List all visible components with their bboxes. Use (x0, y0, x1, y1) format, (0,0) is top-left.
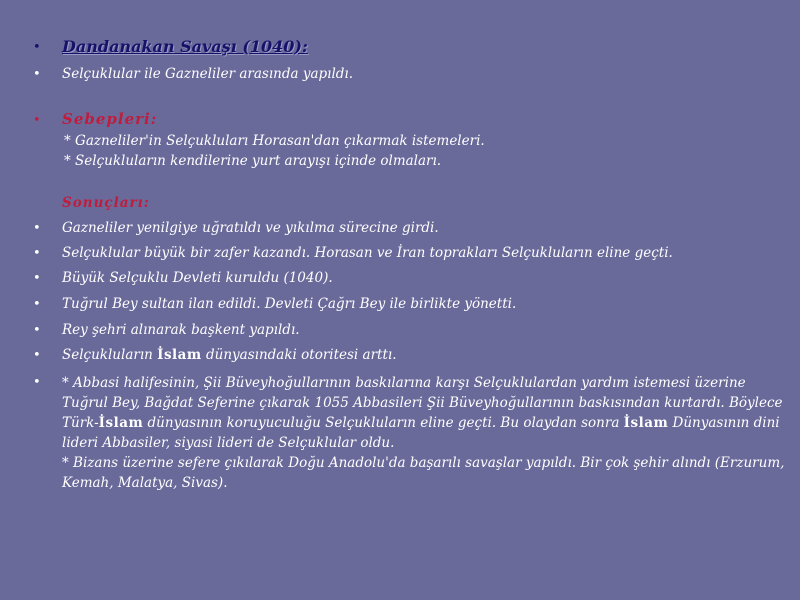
text-segment: dünyasının koruyuculuğu Selçukluların eline geçti. Bu olaydan sonra (143, 415, 624, 431)
bullet-icon: • (33, 323, 41, 338)
results-heading: Sonuçları: (62, 195, 150, 211)
islam-word: İslam (98, 415, 144, 431)
text-segment: Selçukluların (62, 347, 158, 363)
bullet-icon: • (33, 40, 41, 55)
bullet-icon: • (33, 375, 41, 390)
text-segment: Dünyasının dini lideri Abbasiler, siyasi lideri de Selçuklular oldu. (62, 415, 780, 451)
result-paragraph (62, 373, 787, 493)
bullet-icon: • (33, 113, 41, 128)
bullet-icon: • (33, 348, 41, 363)
bullet-icon: • (33, 67, 41, 82)
result-item: Gazneliler yenilgiye uğratıldı ve yıkılma sürecine girdi. (62, 220, 439, 236)
cause-item: * Gazneliler'in Selçukluları Horasan'dan çıkarmak istemeleri. (64, 133, 485, 149)
intro-text: Selçuklular ile Gazneliler arasında yapıldı. (62, 66, 354, 82)
result-item: Büyük Selçuklu Devleti kuruldu (1040). (62, 270, 333, 286)
text-segment: * Bizans üzerine sefere çıkılarak Doğu Anadolu'da başarılı savaşlar yapıldı. Bir çok şehir alındı (Erzurum, Kemah, Malatya, Sivas). (62, 455, 785, 491)
result-item-islam (62, 347, 782, 364)
bullet-icon: • (33, 297, 41, 312)
causes-heading: Sebepleri: (62, 110, 158, 128)
result-item: Tuğrul Bey sultan ilan edildi. Devleti Çağrı Bey ile birlikte yönetti. (62, 296, 517, 312)
islam-word: İslam (157, 347, 202, 363)
cause-item: * Selçukluların kendilerine yurt arayışı içinde olmaları. (64, 153, 442, 169)
result-item: Selçuklular büyük bir zafer kazandı. Horasan ve İran toprakları Selçukluların eline geçti. (62, 245, 673, 261)
bullet-icon: • (33, 246, 41, 261)
slide-title: Dandanakan Savaşı (1040): (62, 37, 308, 56)
result-item: Rey şehri alınarak başkent yapıldı. (62, 322, 300, 338)
bullet-icon: • (33, 221, 41, 236)
text-segment: * Abbasi halifesinin, Şii Büveyhoğullarının baskılarına karşı Selçuklulardan yardım istemesi üzerine Tuğrul Bey, Bağdat Seferine çıkarak 1055 Abbasileri Şii Büveyhoğullarının baskısından kurtardı. Böylece Türk- (62, 375, 783, 431)
islam-word: İslam (623, 415, 669, 431)
text-segment: dünyasındaki otoritesi arttı. (201, 347, 397, 363)
bullet-icon: • (33, 271, 41, 286)
